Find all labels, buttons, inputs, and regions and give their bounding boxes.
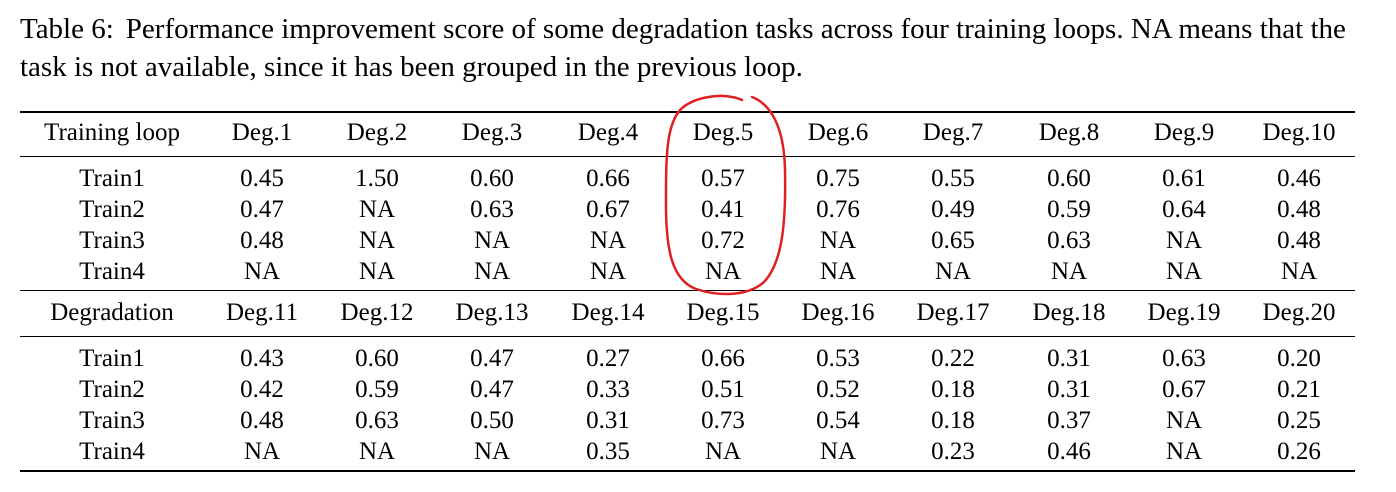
table-cell: 0.18	[931, 407, 975, 434]
table-cell: NA	[1165, 258, 1203, 285]
table-cell: 0.31	[586, 407, 630, 434]
table-cell: NA	[358, 196, 396, 223]
table-cell: 0.46	[1047, 438, 1091, 465]
row-label: Train3	[79, 407, 145, 434]
table-cell: NA	[819, 438, 857, 465]
column-header: Deg.11	[226, 299, 298, 326]
table-cell: 0.73	[701, 407, 745, 434]
row-label: Train2	[79, 376, 145, 403]
header-cell-label: Degradation	[50, 299, 174, 326]
table-cell: 0.66	[586, 165, 630, 192]
row-label: Train1	[79, 345, 145, 372]
row-label: Train4	[79, 258, 145, 285]
column-header: Deg.12	[340, 299, 414, 326]
column-header: Deg.8	[1038, 119, 1100, 146]
column-header: Deg.4	[577, 119, 639, 146]
table-cell: NA	[1165, 407, 1203, 434]
table-cell: 0.52	[816, 376, 860, 403]
table-cell: 0.41	[701, 196, 745, 223]
table-cell: 0.53	[816, 345, 860, 372]
table-cell: 0.60	[355, 345, 399, 372]
section-divider-rule	[20, 290, 1355, 291]
table-cell: 0.43	[240, 345, 284, 372]
caption-label: Table 6:	[20, 13, 114, 45]
table-cell: 0.33	[586, 376, 630, 403]
table-cell: 0.63	[1047, 227, 1091, 254]
table-cell: 0.42	[240, 376, 284, 403]
table-cell: 0.20	[1277, 345, 1321, 372]
table-cell: NA	[589, 258, 627, 285]
table-cell: 0.31	[1047, 376, 1091, 403]
column-header: Deg.7	[922, 119, 984, 146]
table-cell: 0.55	[931, 165, 975, 192]
table-cell: 0.25	[1277, 407, 1321, 434]
column-header: Deg.20	[1262, 299, 1336, 326]
table-cell: NA	[358, 258, 396, 285]
table-cell: 0.23	[931, 438, 975, 465]
table-cell: 0.22	[931, 345, 975, 372]
table-top-rule	[20, 111, 1355, 113]
table-cell: 0.37	[1047, 407, 1091, 434]
table-cell: NA	[1165, 438, 1203, 465]
table-cell: 0.54	[816, 407, 860, 434]
caption-text: Performance improvement score of some degradation tasks across four training loops. NA means that the task is not available, since it has been grouped in the previous loop.	[20, 13, 1346, 83]
table-caption	[20, 10, 1380, 86]
header-rule-2	[20, 336, 1355, 337]
table-cell: NA	[1280, 258, 1318, 285]
column-header: Deg.6	[807, 119, 869, 146]
table-cell: 0.48	[1277, 227, 1321, 254]
table-cell: 0.35	[586, 438, 630, 465]
column-header: Deg.18	[1032, 299, 1106, 326]
table-cell: 0.60	[470, 165, 514, 192]
table-cell: 0.63	[355, 407, 399, 434]
table-cell: NA	[1165, 227, 1203, 254]
table-cell: 0.61	[1162, 165, 1206, 192]
table-cell: NA	[473, 438, 511, 465]
table-cell: 0.66	[701, 345, 745, 372]
table-cell: 0.64	[1162, 196, 1206, 223]
table-cell: NA	[243, 258, 281, 285]
row-label: Train4	[79, 438, 145, 465]
column-header: Deg.16	[801, 299, 875, 326]
row-label: Train3	[79, 227, 145, 254]
table-cell: NA	[704, 258, 742, 285]
table-cell: NA	[358, 227, 396, 254]
table-cell: NA	[819, 227, 857, 254]
table-cell: 0.48	[1277, 196, 1321, 223]
table-cell: 0.59	[1047, 196, 1091, 223]
table-cell: 0.57	[701, 165, 745, 192]
table-cell: 0.60	[1047, 165, 1091, 192]
table-cell: 0.47	[470, 345, 514, 372]
column-header: Deg.9	[1153, 119, 1215, 146]
table-cell: NA	[704, 438, 742, 465]
table-cell: NA	[1050, 258, 1088, 285]
table-cell: 0.72	[701, 227, 745, 254]
table-cell: 0.18	[931, 376, 975, 403]
table-cell: 0.47	[470, 376, 514, 403]
column-header: Deg.14	[571, 299, 645, 326]
table-cell: 0.47	[240, 196, 284, 223]
table-bottom-rule	[20, 470, 1355, 472]
table-cell: NA	[243, 438, 281, 465]
header-cell-label: Training loop	[44, 119, 180, 146]
table-cell: 0.63	[1162, 345, 1206, 372]
column-header: Deg.10	[1262, 119, 1336, 146]
table-cell: 0.27	[586, 345, 630, 372]
column-header: Deg.5	[692, 119, 754, 146]
column-header: Deg.13	[455, 299, 529, 326]
table-cell: 0.63	[470, 196, 514, 223]
table-cell: 0.48	[240, 407, 284, 434]
table-cell: 0.76	[816, 196, 860, 223]
header-rule-1	[20, 156, 1355, 157]
table-cell: 0.45	[240, 165, 284, 192]
column-header: Deg.19	[1147, 299, 1221, 326]
table-cell: 0.31	[1047, 345, 1091, 372]
row-label: Train2	[79, 196, 145, 223]
table-cell: 1.50	[355, 165, 399, 192]
column-header: Deg.1	[231, 119, 293, 146]
column-header: Deg.15	[686, 299, 760, 326]
table-cell: 0.59	[355, 376, 399, 403]
table-cell: NA	[473, 227, 511, 254]
column-header: Deg.3	[461, 119, 523, 146]
table-cell: 0.49	[931, 196, 975, 223]
table-cell: 0.67	[586, 196, 630, 223]
table-cell: 0.51	[701, 376, 745, 403]
table-cell: NA	[819, 258, 857, 285]
table-cell: 0.65	[931, 227, 975, 254]
table-cell: 0.21	[1277, 376, 1321, 403]
row-label: Train1	[79, 165, 145, 192]
column-header: Deg.2	[346, 119, 408, 146]
table-cell: NA	[473, 258, 511, 285]
table-cell: 0.46	[1277, 165, 1321, 192]
table-cell: NA	[358, 438, 396, 465]
table-cell: NA	[589, 227, 627, 254]
table-cell: 0.67	[1162, 376, 1206, 403]
table-cell: NA	[934, 258, 972, 285]
table-cell: 0.50	[470, 407, 514, 434]
table-cell: 0.75	[816, 165, 860, 192]
table-cell: 0.48	[240, 227, 284, 254]
table-cell: 0.26	[1277, 438, 1321, 465]
column-header: Deg.17	[916, 299, 990, 326]
